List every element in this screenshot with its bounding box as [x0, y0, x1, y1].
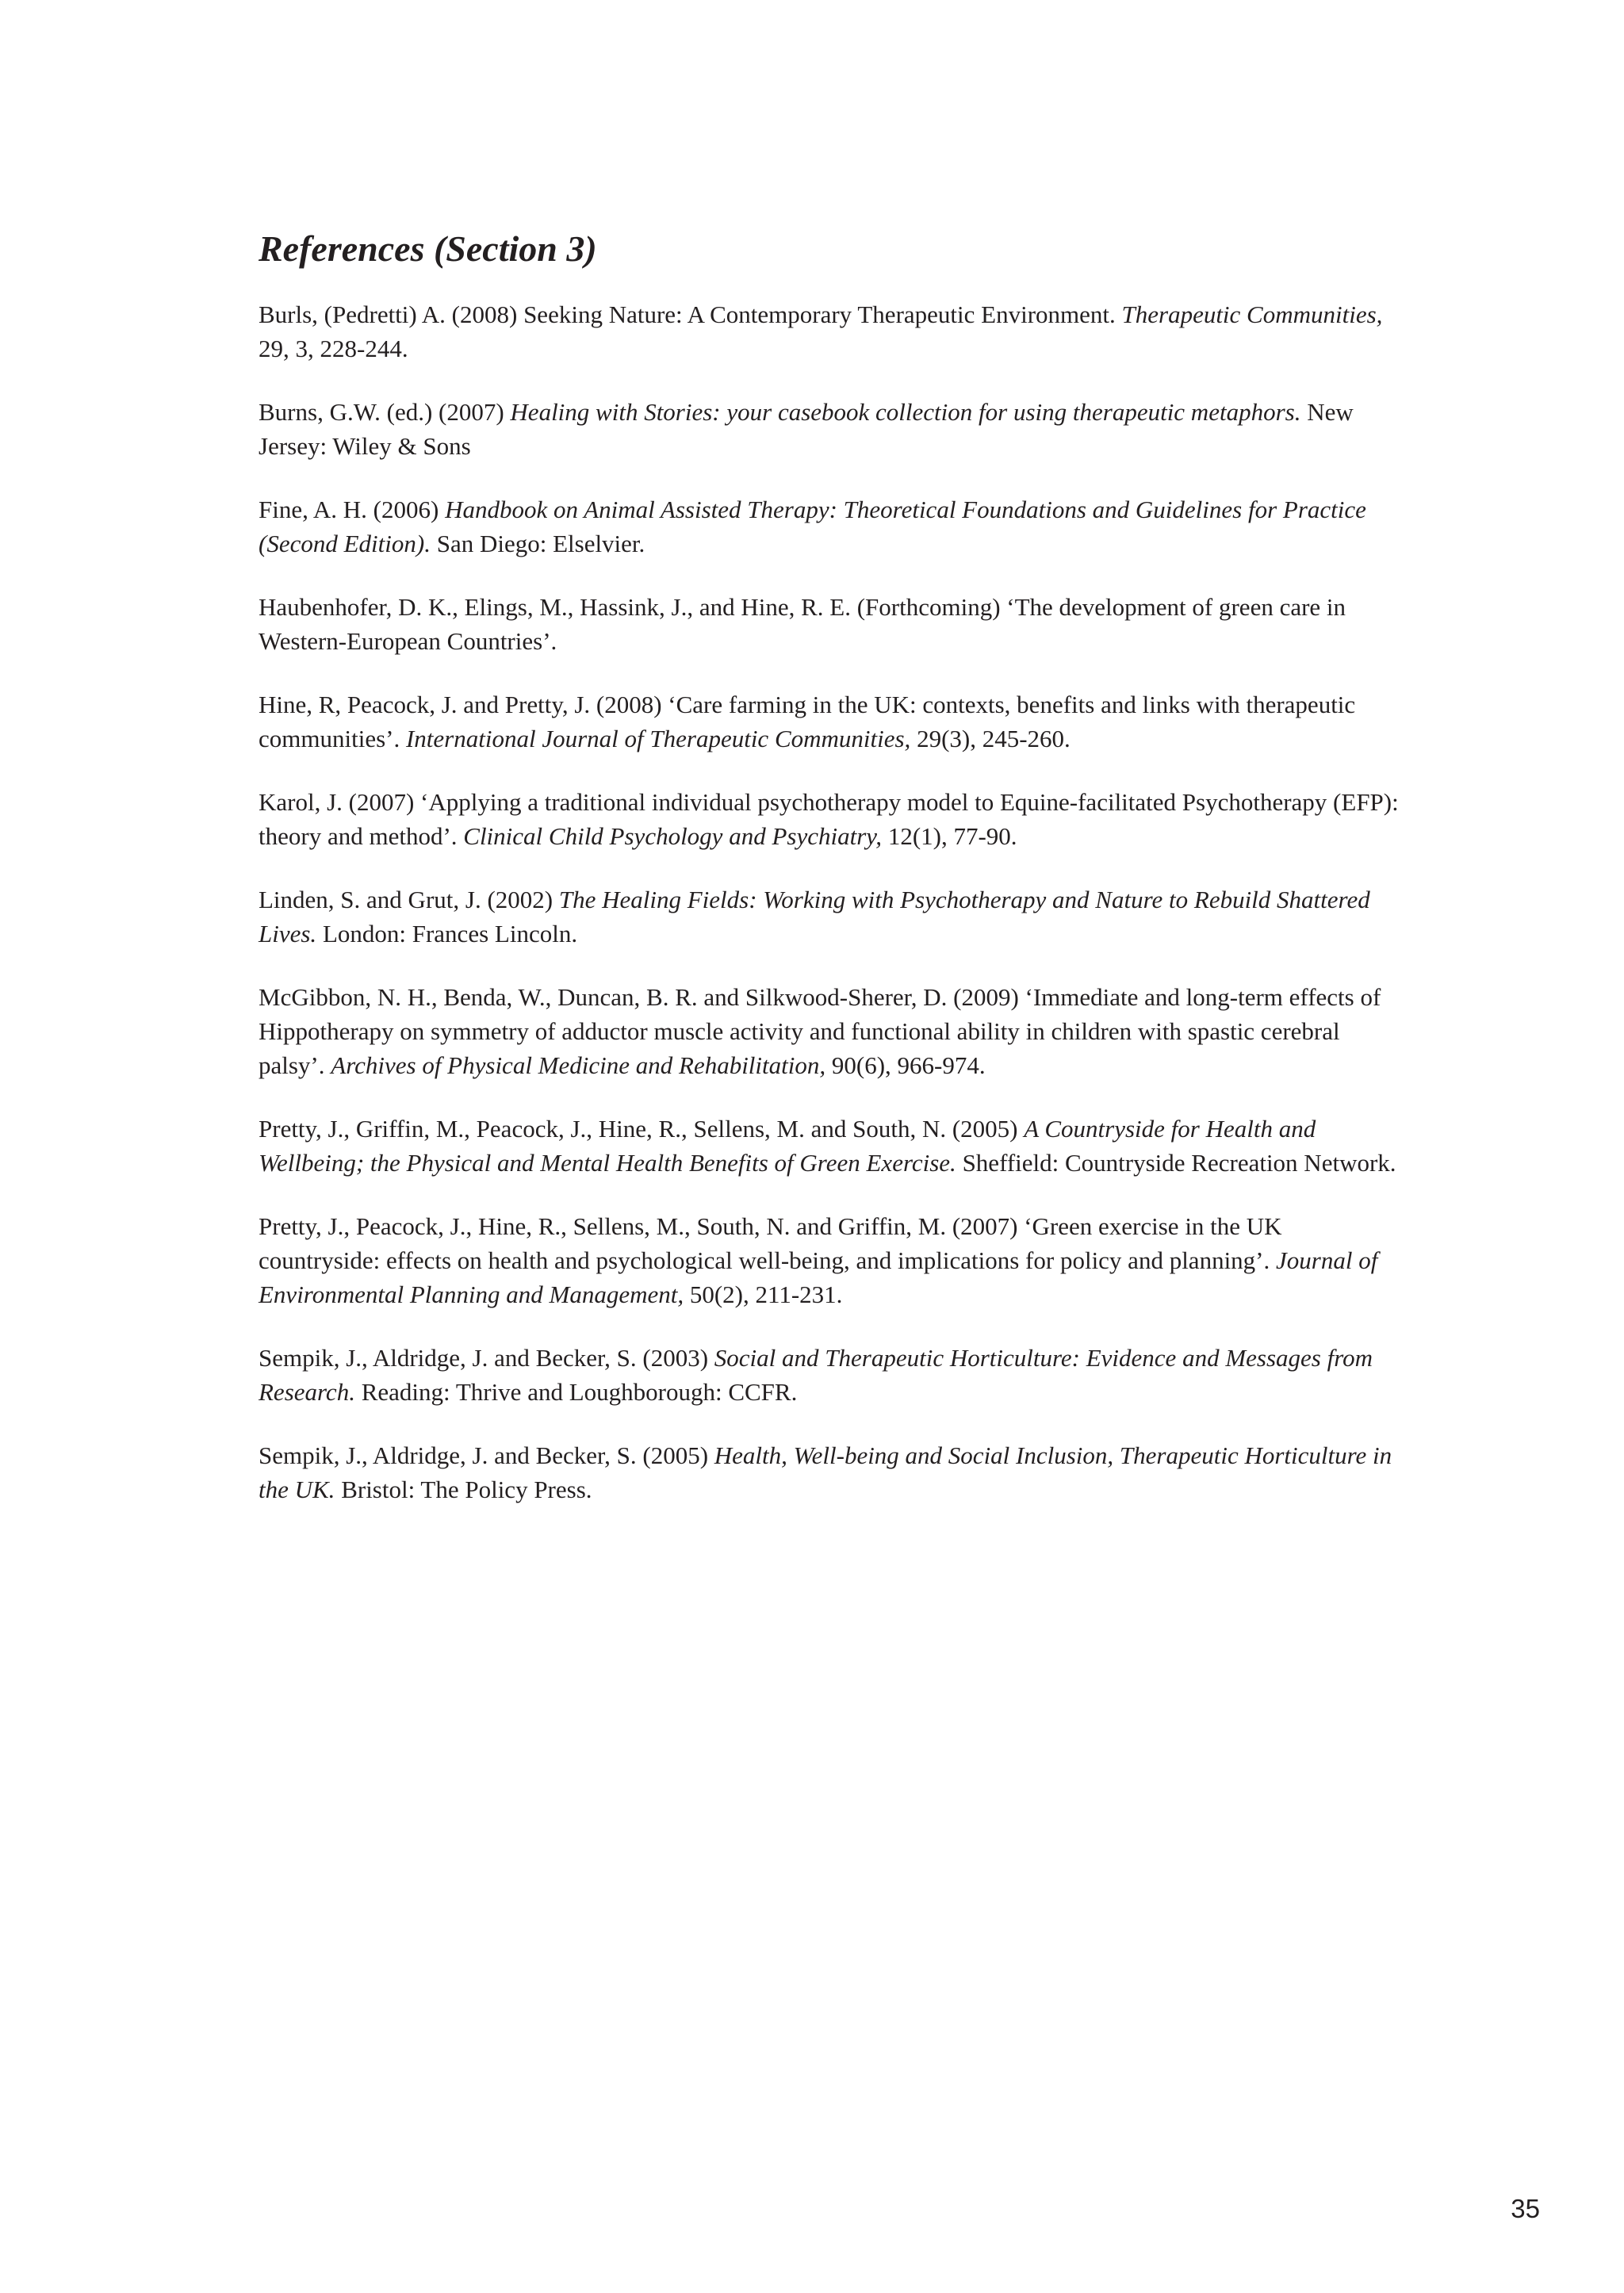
- reference-title: Therapeutic Communities,: [1121, 301, 1383, 329]
- reference-entry: [259, 1209, 1400, 1311]
- reference-text: Haubenhofer, D. K., Elings, M., Hassink, J., and Hine, R. E. (Forthcoming) ‘The development of green care in Western-European Countries’.: [259, 593, 1346, 656]
- reference-text: New Jersey: Wiley & Sons: [259, 398, 1354, 461]
- reference-text: Pretty, J., Griffin, M., Peacock, J., Hine, R., Sellens, M. and South, N. (2005): [259, 1115, 1025, 1143]
- reference-text: London: Frances Lincoln.: [316, 920, 578, 948]
- reference-text: Karol, J. (2007) ‘Applying a traditional individual psychotherapy model to Equine-facilitated Psychotherapy (EFP): theory and method’.: [259, 788, 1399, 851]
- reference-text: Sempik, J., Aldridge, J. and Becker, S. (2003): [259, 1344, 714, 1372]
- reference-entry: [259, 687, 1400, 756]
- reference-list: [259, 297, 1400, 1506]
- reference-title: A Countryside for Health and Wellbeing; the Physical and Mental Health Benefits of Green Exercise.: [259, 1115, 1316, 1177]
- reference-entry: [259, 395, 1400, 463]
- reference-text: Sempik, J., Aldridge, J. and Becker, S. (2005): [259, 1441, 714, 1470]
- reference-title: The Healing Fields: Working with Psychotherapy and Nature to Rebuild Shattered Lives.: [259, 886, 1370, 948]
- reference-entry: [259, 1112, 1400, 1180]
- reference-text: Burns, G.W. (ed.) (2007): [259, 398, 511, 427]
- references-section: [259, 227, 1400, 1536]
- reference-text: 12(1), 77-90.: [882, 822, 1017, 851]
- reference-text: Pretty, J., Peacock, J., Hine, R., Sellens, M., South, N. and Griffin, M. (2007) ‘Green exercise in the UK countryside: effects on health and psychological well-being, and implications for policy and planning’.: [259, 1212, 1282, 1275]
- reference-text: McGibbon, N. H., Benda, W., Duncan, B. R. and Silkwood-Sherer, D. (2009) ‘Immediate and long-term effects of Hippotherapy on symmetry of adductor muscle activity and functional ability in children with spastic cerebral palsy’.: [259, 983, 1381, 1080]
- reference-entry: [259, 1341, 1400, 1409]
- reference-text: 29(3), 245-260.: [910, 725, 1071, 753]
- reference-text: 90(6), 966-974.: [825, 1051, 986, 1080]
- reference-title: Healing with Stories: your casebook collection for using therapeutic metaphors.: [510, 398, 1301, 427]
- reference-entry: [259, 882, 1400, 951]
- reference-entry: [259, 1438, 1400, 1506]
- reference-text: 50(2), 211-231.: [684, 1280, 843, 1309]
- reference-title: Health, Well-being and Social Inclusion, Therapeutic Horticulture in the UK.: [259, 1441, 1392, 1504]
- reference-entry: [259, 785, 1400, 853]
- reference-text: Hine, R, Peacock, J. and Pretty, J. (2008) ‘Care farming in the UK: contexts, benefits and links with therapeutic communities’.: [259, 691, 1356, 753]
- reference-text: Sheffield: Countryside Recreation Network.: [956, 1149, 1396, 1177]
- reference-title: Journal of Environmental Planning and Management,: [259, 1246, 1378, 1309]
- reference-text: Reading: Thrive and Loughborough: CCFR.: [354, 1378, 798, 1407]
- reference-text: Burls, (Pedretti) A. (2008) Seeking Nature: A Contemporary Therapeutic Environment.: [259, 301, 1122, 329]
- reference-title: Social and Therapeutic Horticulture: Evidence and Messages from Research.: [259, 1344, 1373, 1407]
- reference-entry: [259, 297, 1400, 366]
- reference-text: Fine, A. H. (2006): [259, 496, 446, 524]
- page-number: 35: [1511, 2194, 1540, 2223]
- reference-entry: [259, 492, 1400, 561]
- reference-title: Archives of Physical Medicine and Rehabilitation,: [331, 1051, 826, 1080]
- reference-title: Handbook on Animal Assisted Therapy: Theoretical Foundations and Guidelines for Practice (Second Edition).: [259, 496, 1366, 558]
- reference-text: San Diego: Elselvier.: [430, 530, 645, 558]
- reference-text: Linden, S. and Grut, J. (2002): [259, 886, 559, 914]
- reference-title: Clinical Child Psychology and Psychiatry,: [463, 822, 883, 851]
- section-heading: References (Section 3): [259, 228, 597, 269]
- reference-entry: [259, 590, 1400, 658]
- reference-text: 29, 3, 228-244.: [259, 335, 408, 363]
- reference-title: International Journal of Therapeutic Communities,: [405, 725, 911, 753]
- reference-text: Bristol: The Policy Press.: [335, 1476, 592, 1504]
- reference-entry: [259, 980, 1400, 1082]
